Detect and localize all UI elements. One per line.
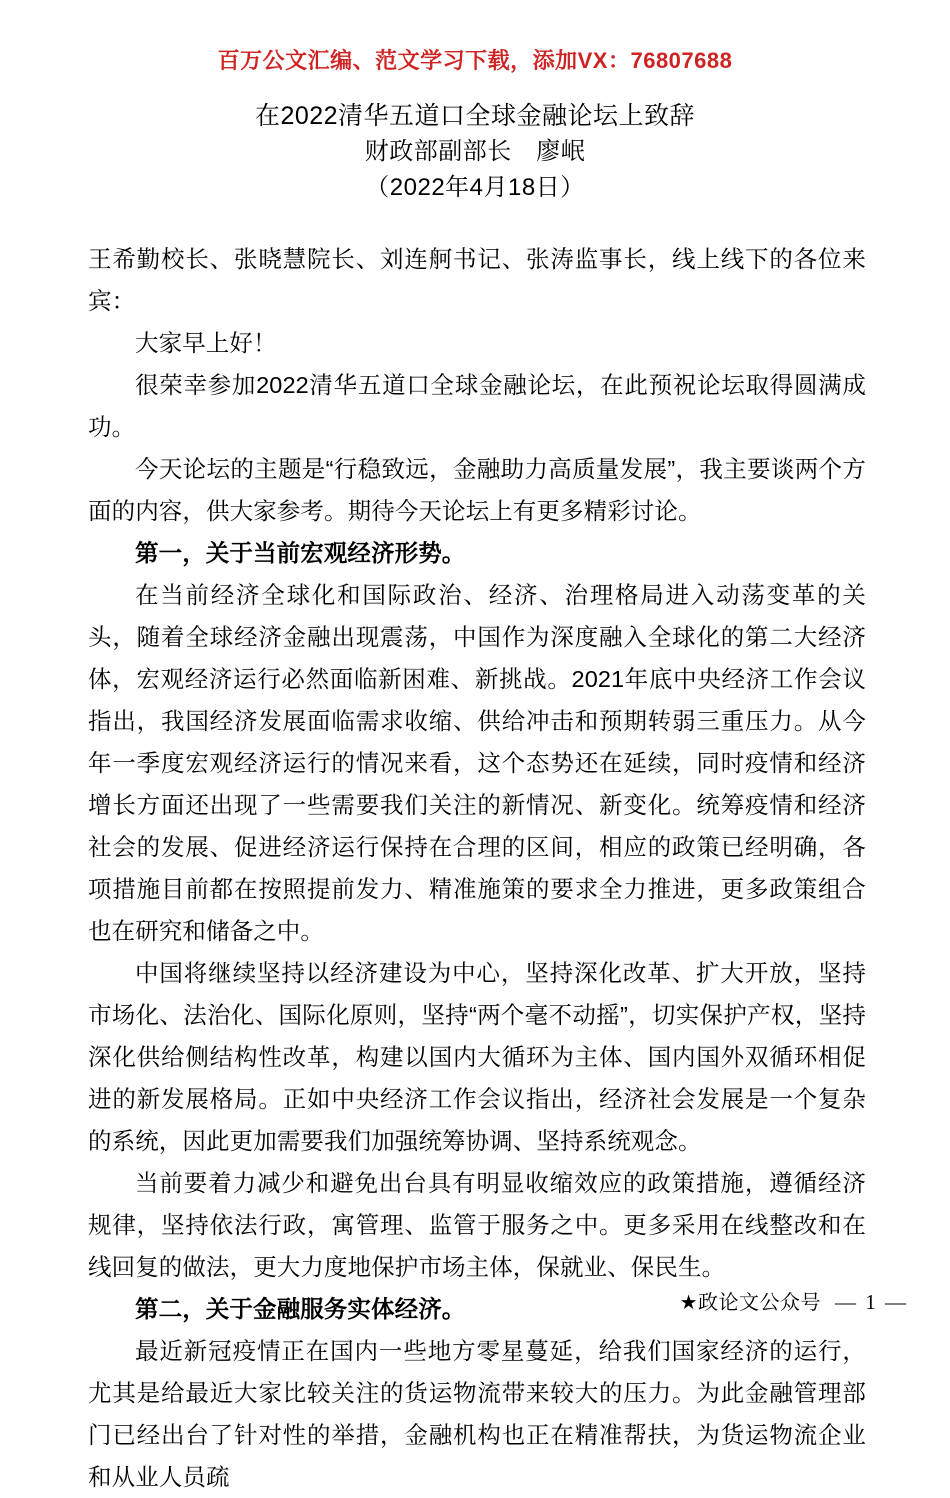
paragraph-finance-service: 最近新冠疫情正在国内一些地方零星蔓延，给我们国家经济的运行，尤其是给最近大家比较关注的货运物流带来较大的压力。为此金融管理部门已经出台了针对性的举措，金融机构也正在精准帮扶，为货运物流企业和从业人员疏 xyxy=(88,1338,866,1490)
document-byline: 财政部副部长 廖岷 xyxy=(364,138,586,165)
page-number: — 1 — xyxy=(835,1290,908,1314)
publisher-mark: ★政论文公众号 xyxy=(679,1292,821,1314)
paragraph-theme: 今天论坛的主题是“行稳致远，金融助力高质量发展”，我主要谈两个方面的内容，供大家参考。期待今天论坛上有更多精彩讨论。 xyxy=(88,456,866,524)
heading-first-section: 第一，关于当前宏观经济形势。 xyxy=(135,540,466,566)
paragraph-greeting: 大家早上好！ xyxy=(135,330,277,356)
heading-second-section: 第二，关于金融服务实体经济。 xyxy=(135,1296,466,1322)
paragraph-policy: 当前要着力减少和避免出台具有明显收缩效应的政策措施，遵循经济规律，坚持依法行政，寓管理、监管于服务之中。更多采用在线整改和在线回复的做法，更大力度地保护市场主体，保就业、保民生。 xyxy=(88,1170,866,1280)
paragraph-macro-situation: 在当前经济全球化和国际政治、经济、治理格局进入动荡变革的关头，随着全球经济金融出现震荡，中国作为深度融入全球化的第二大经济体，宏观经济运行必然面临新困难、新挑战。2021年底中央经济工作会议指出，我国经济发展面临需求收缩、供给冲击和预期转弱三重压力。从今年一季度宏观经济运行的情况来看，这个态势还在延续，同时疫情和经济增长方面还出现了一些需要我们关注的新情况、新变化。统筹疫情和经济社会的发展、促进经济运行保持在合理的区间，相应的政策已经明确，各项措施目前都在按照提前发力、精准施策的要求全力推进，更多政策组合也在研究和储备之中。 xyxy=(88,582,866,944)
document-date: （2022年4月18日） xyxy=(365,174,585,201)
paragraph-reform: 中国将继续坚持以经济建设为中心，坚持深化改革、扩大开放，坚持市场化、法治化、国际化原则，坚持“两个毫不动摇”，切实保护产权，坚持深化供给侧结构性改革，构建以国内大循环为主体、国内国外双循环相促进的新发展格局。正如中央经济工作会议指出，经济社会发展是一个复杂的系统，因此更加需要我们加强统筹协调、坚持系统观念。 xyxy=(88,960,866,1154)
title-block xyxy=(0,98,950,206)
paragraph-honor: 很荣幸参加2022清华五道口全球金融论坛，在此预祝论坛取得圆满成功。 xyxy=(88,372,866,440)
document-title: 在2022清华五道口全球金融论坛上致辞 xyxy=(254,102,696,130)
watermark-banner: 百万公文汇编、范文学习下载，添加VX：76807688 xyxy=(217,48,733,73)
paragraph-salutation: 王希勤校长、张晓慧院长、刘连舸书记、张涛监事长，线上线下的各位来宾： xyxy=(88,246,866,314)
page-footer xyxy=(0,1286,950,1315)
